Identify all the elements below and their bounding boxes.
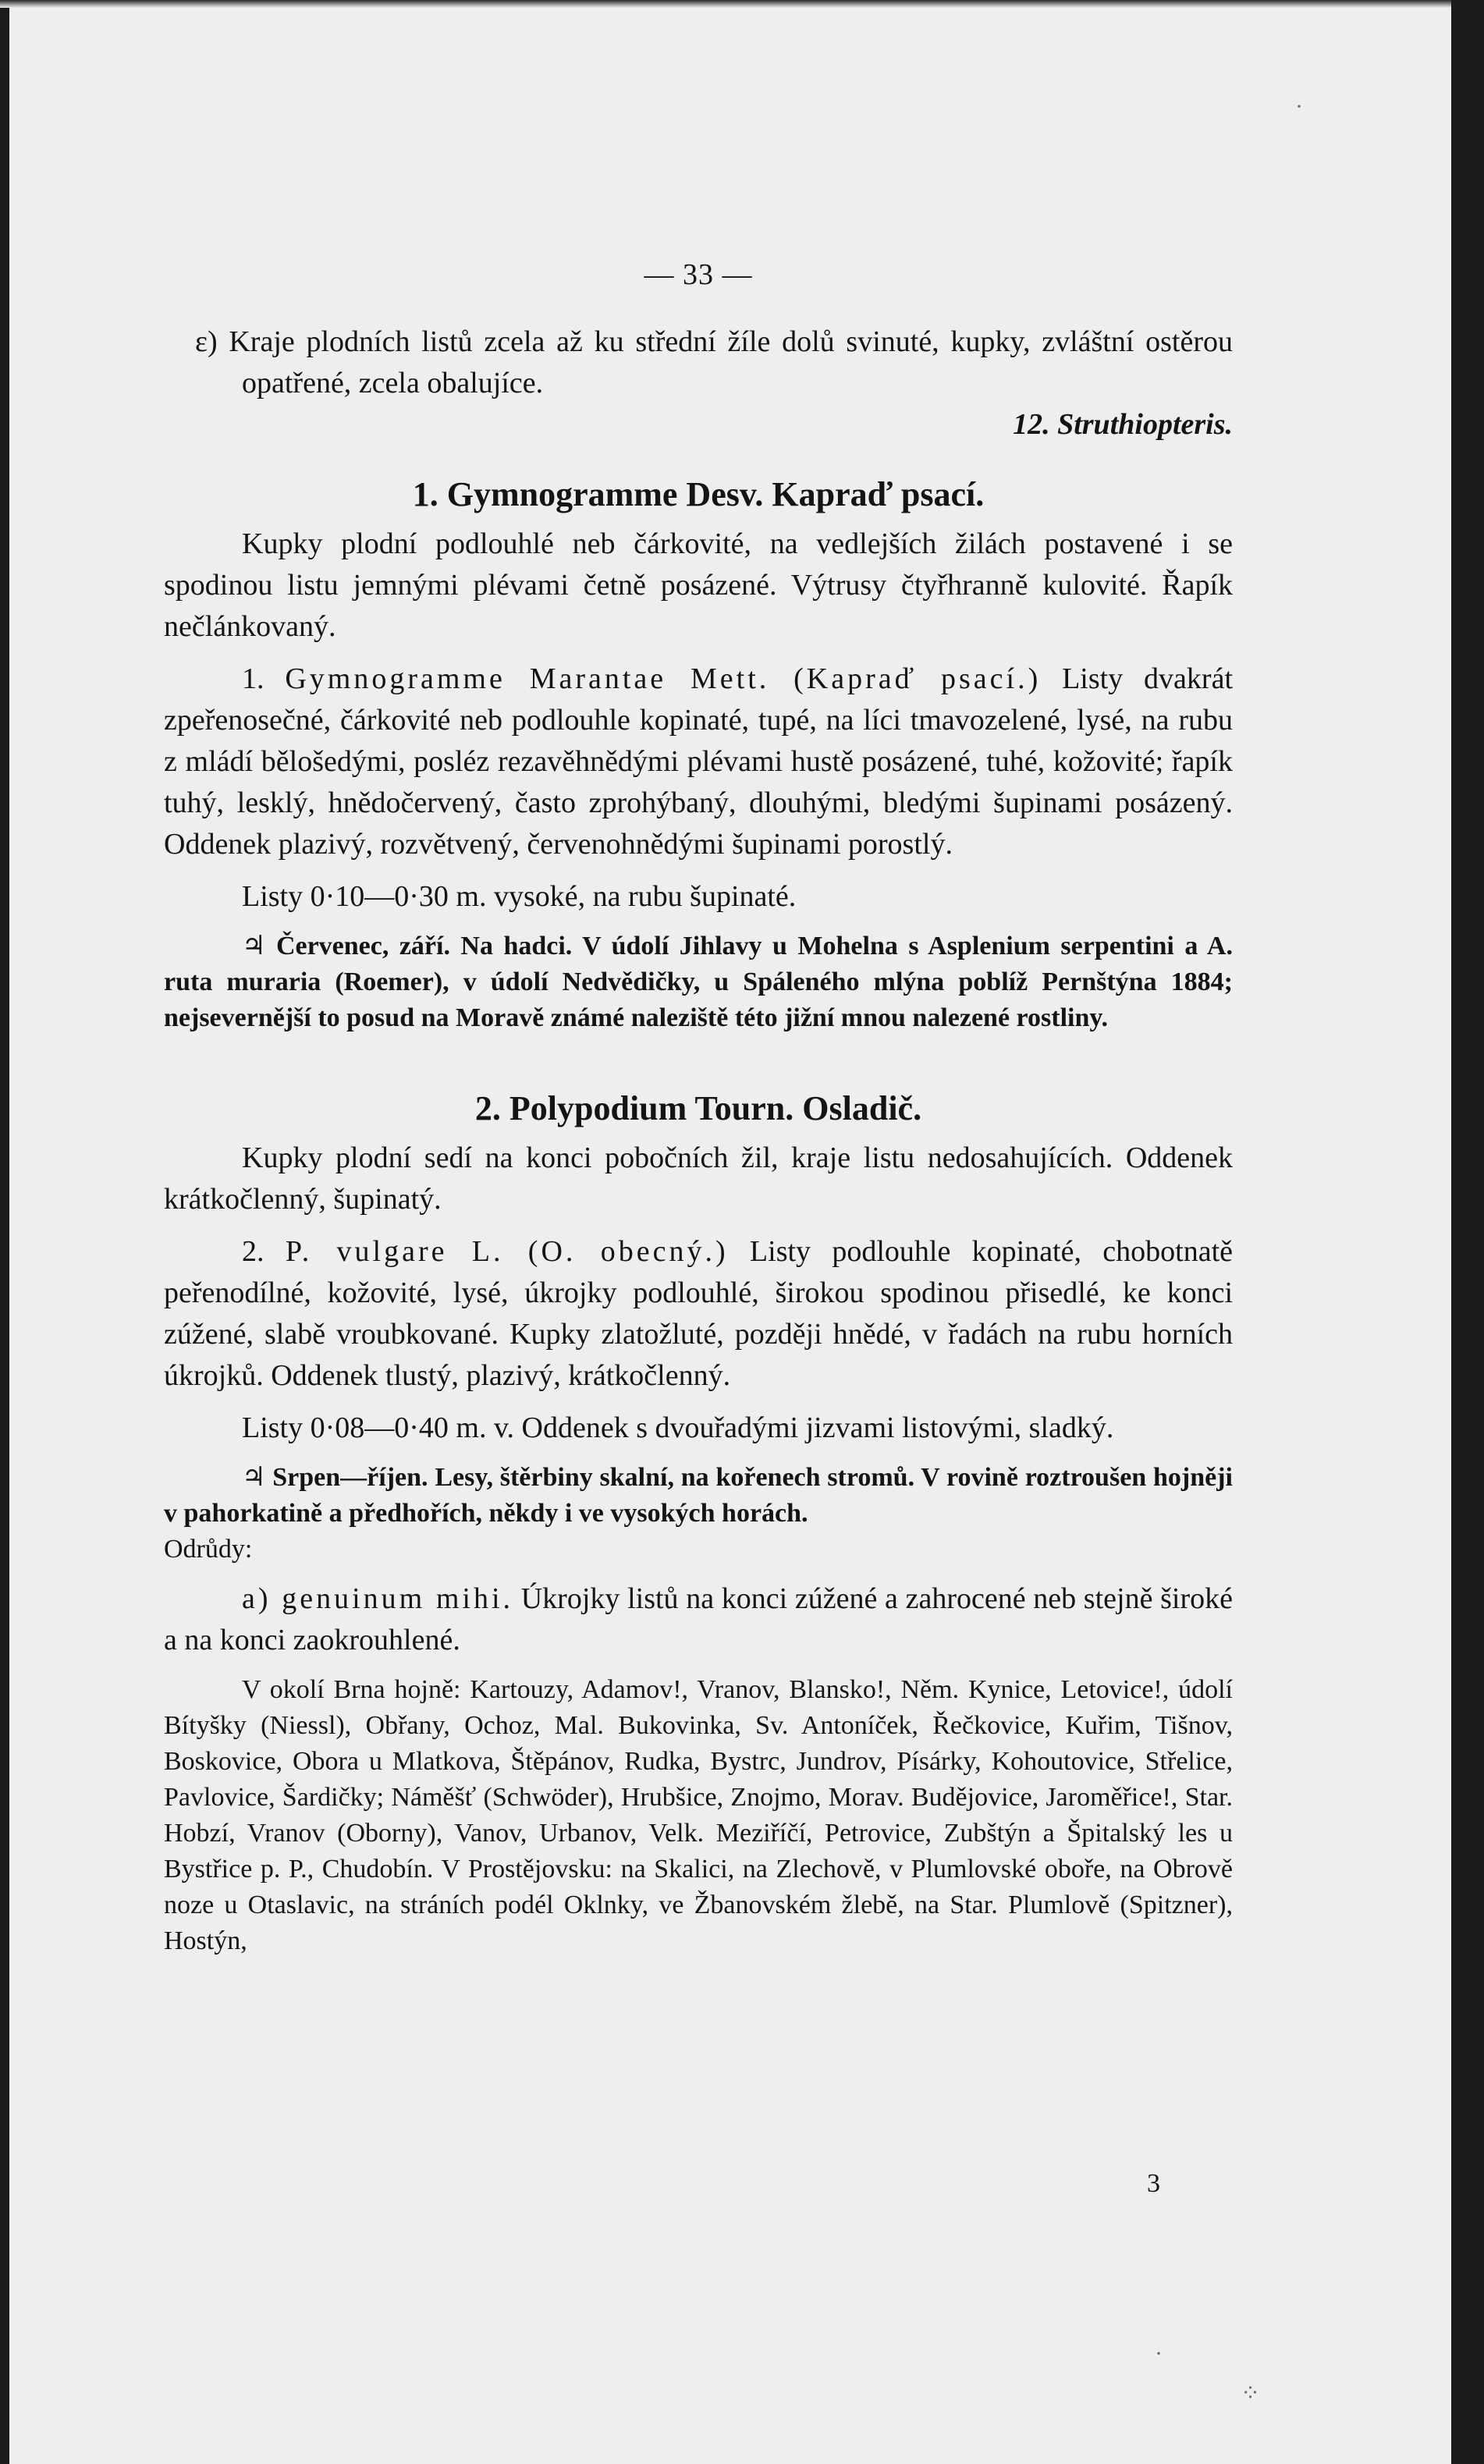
signature-mark: 3 <box>1147 2169 1160 2198</box>
species-entry-vulgare <box>164 1231 1233 1397</box>
genus-heading-gymnogramme: 1. Gymnogramme Desv. Kapraď psací. <box>412 475 985 513</box>
scan-edge-left <box>0 0 9 2464</box>
variety-a <box>164 1578 1233 1661</box>
scan-speck: · <box>1155 2341 1163 2366</box>
species-name: Gymnogramme Marantae Mett. (Kapraď psací.) <box>285 662 1042 695</box>
page-body <box>164 257 1233 1959</box>
species-entry-marantae <box>164 659 1233 865</box>
species-number: 1. <box>242 662 264 695</box>
key-entry-line: ε) Kraje plodních listů zcela až ku střední žíle dolů svinuté, kupky, zvláštní ostěrou opatřené, zcela obalujíce. <box>195 325 1233 399</box>
species-description: Listy dvakrát zpeřenosečné, čárkovité neb podlouhle kopinaté, tupé, na líci tmavozelené, lysé, na rubu z mládí bělošedými, posléz rezavěhnědými plévami hustě posázené, tuhé, kožovité; řapík tuhý, lesklý, hnědočervený, často zprohýbaný, dlouhými, bledými šupinami posázený. Oddenek plazivý, rozvětvený, červenohnědými šupinami porostlý. <box>164 662 1233 861</box>
scan-speck: ⁘ <box>1241 2381 1261 2406</box>
species-number: 2. <box>242 1235 264 1268</box>
species-locality: ♃ Srpen—říjen. Lesy, štěrbiny skalní, na kořenech stromů. V rovině roztroušen hojněji v pahorkatině a předhořích, někdy i ve vysokých horách. <box>164 1463 1233 1528</box>
varieties-label: Odrůdy: <box>164 1535 253 1564</box>
species-measure: Listy 0·10—0·30 m. vysoké, na rubu šupinaté. <box>242 880 797 913</box>
species-measure: Listy 0·08—0·40 m. v. Oddenek s dvouřadými jizvami listovými, sladký. <box>242 1411 1114 1444</box>
species-description: Listy podlouhle kopinaté, chobotnatě peřenodílné, kožovité, lysé, úkrojky podlouhlé, širokou spodinou přisedlé, ke konci zúžené, slabě vroubkované. Kupky zlatožluté, později hnědé, v řadách na rubu horních úkrojků. Oddenek tlustý, plazivý, krátkočlenný. <box>164 1235 1234 1392</box>
genus-description-gymnogramme: Kupky plodní podlouhlé neb čárkovité, na vedlejších žilách postavené i se spodinou listu jemnými plévami četně posázené. Výtrusy čtyřhranně kulovité. Řapík nečlánkovaný. <box>164 527 1233 643</box>
page-number: — 33 — <box>644 258 753 291</box>
scan-edge-right <box>1451 0 1484 2464</box>
species-locality: ♃ Červenec, září. Na hadci. V údolí Jihlavy u Mohelna s Asplenium serpentini a A. ruta muraria (Roemer), v údolí Nedvědičky, u Spáleného mlýna poblíž Pernštýna 1884; nejsevernější to posud na Moravě známé naleziště této jižní mnou nalezené rostliny. <box>164 932 1233 1032</box>
key-entry-result: 12. Struthiopteris. <box>1013 408 1233 441</box>
genus-heading-polypodium: 2. Polypodium Tourn. Osladič. <box>474 1089 922 1127</box>
variety-a-label: a) genuinum mihi. <box>242 1582 514 1615</box>
genus-description-polypodium: Kupky plodní sedí na konci pobočních žil, kraje listu nedosahujících. Oddenek krátkočlenný, šupinatý. <box>164 1141 1233 1216</box>
species-name: P. vulgare L. (O. obecný.) <box>285 1235 729 1268</box>
variety-a-description: Úkrojky listů na konci zúžené a zahrocené neb stejně široké a na konci zaokrouhlené. <box>164 1582 1233 1656</box>
scan-edge-top <box>0 0 1484 8</box>
variety-a-localities: V okolí Brna hojně: Kartouzy, Adamov!, Vranov, Blansko!, Něm. Kynice, Letovice!, údolí Bítyšky (Niessl), Obřany, Ochoz, Mal. Bukovinka, Sv. Antoníček, Řečkovice, Kuřim, Tišnov, Boskovice, Obora u Mlatkova, Štěpánov, Rudka, Bystrc, Jundrov, Písárky, Kohoutovice, Střelice, Pavlovice, Šardičky; Náměšť (Schwöder), Hrubšice, Znojmo, Morav. Budějovice, Jaroměřice!, Star. Hobzí, Vranov (Oborny), Vanov, Urbanov, Velk. Meziříčí, Petrovice, Zubštýn a Špitalský les u Bystřice p. P., Chudobín. V Prostějovsku: na Skalici, na Zlechově, v Plumlovské oboře, na Obrově noze u Otaslavic, na stráních podél Oklnky, ve Žbanovském žlebě, na Star. Plumlově (Spitzner), Hostýn, <box>164 1675 1233 1955</box>
scan-speck: · <box>1295 94 1303 119</box>
